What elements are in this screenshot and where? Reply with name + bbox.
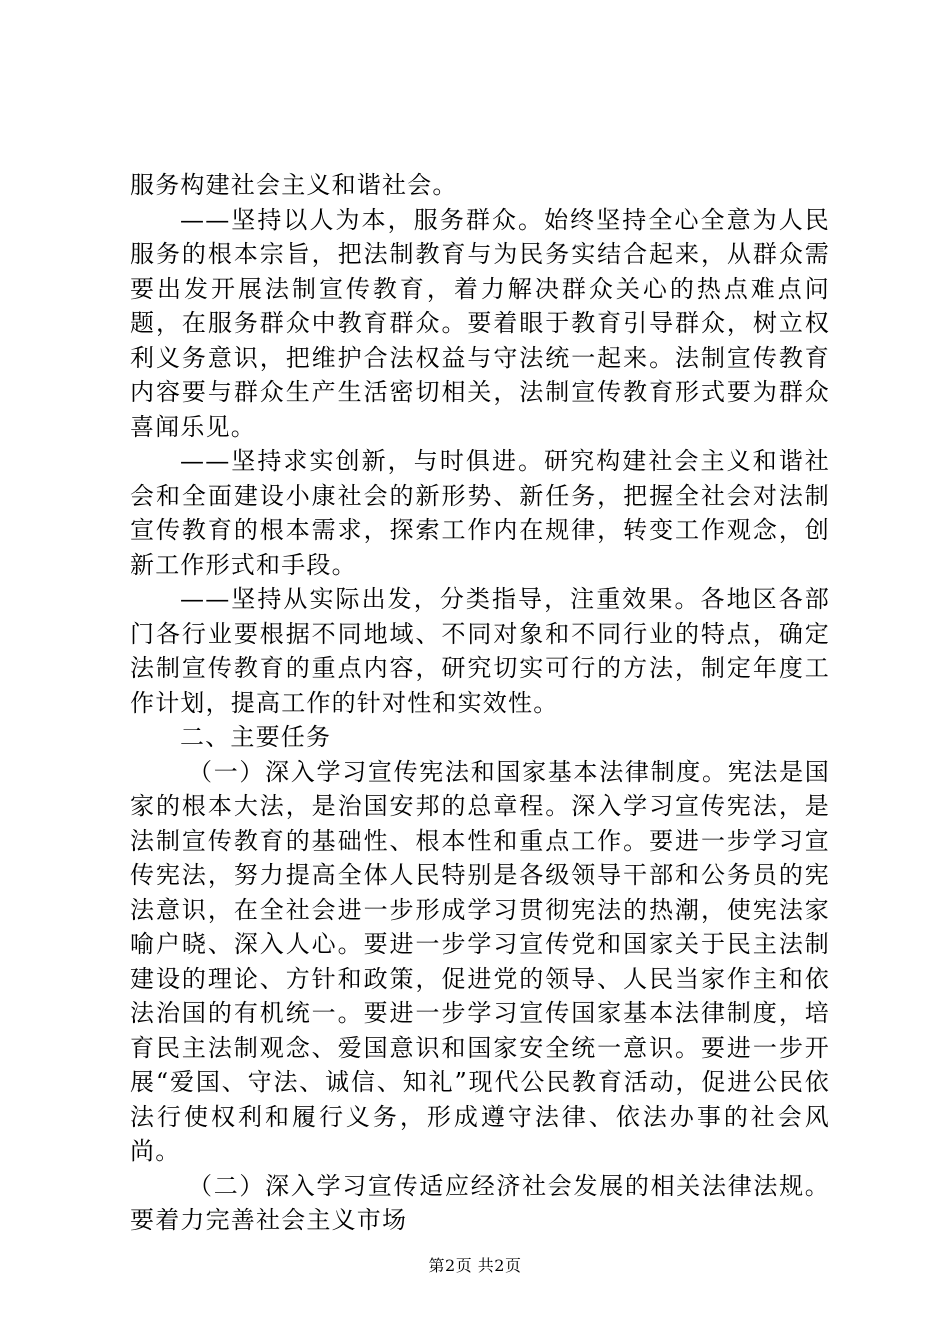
- paragraph-task-one: （一）深入学习宣传宪法和国家基本法律制度。宪法是国家的根本大法，是治国安邦的总章程。深入学习宣传宪法，是法制宣传教育的基础性、根本性和重点工作。要进一步学习宣传宪法，努力提高全体人民特别是各级领导干部和公务员的宪法意识，在全社会进一步形成学习贯彻宪法的热潮，使宪法家喻户晓、深入人心。要进一步学习宣传党和国家关于民主法制建设的理论、方针和政策，促进党的领导、人民当家作主和依法治国的有机统一。要进一步学习宣传国家基本法律制度，培育民主法制观念、爱国意识和国家安全统一意识。要进一步开展“爱国、守法、诚信、知礼”现代公民教育活动，促进公民依法行使权利和履行义务，形成遵守法律、依法办事的社会风尚。: [130, 757, 830, 1165]
- paragraph-innovation: ——坚持求实创新，与时俱进。研究构建社会主义和谐社会和全面建设小康社会的新形势、新任务，把握全社会对法制宣传教育的根本需求，探索工作内在规律，转变工作观念，创新工作形式和手段。: [130, 447, 830, 579]
- page-footer: 第2页 共2页: [428, 1256, 522, 1275]
- paragraph-practical: ——坚持从实际出发，分类指导，注重效果。各地区各部门各行业要根据不同地域、不同对象和不同行业的特点，确定法制宣传教育的重点内容，研究切实可行的方法，制定年度工作计划，提高工作的针对性和实效性。: [130, 585, 830, 717]
- section-heading-main-tasks: 二、主要任务: [180, 723, 332, 751]
- document-body: [130, 168, 830, 1238]
- paragraph-people-oriented: ——坚持以人为本，服务群众。始终坚持全心全意为人民服务的根本宗旨，把法制教育与为民务实结合起来，从群众需要出发开展法制宣传教育，着力解决群众关心的热点难点问题，在服务群众中教育群众。要着眼于教育引导群众，树立权利义务意识，把维护合法权益与守法统一起来。法制宣传教育内容要与群众生产生活密切相关，法制宣传教育形式要为群众喜闻乐见。: [130, 205, 830, 441]
- paragraph-continuation: 服务构建社会主义和谐社会。: [130, 171, 458, 199]
- paragraph-task-two: （二）深入学习宣传适应经济社会发展的相关法律法规。要着力完善社会主义市场: [130, 1171, 830, 1234]
